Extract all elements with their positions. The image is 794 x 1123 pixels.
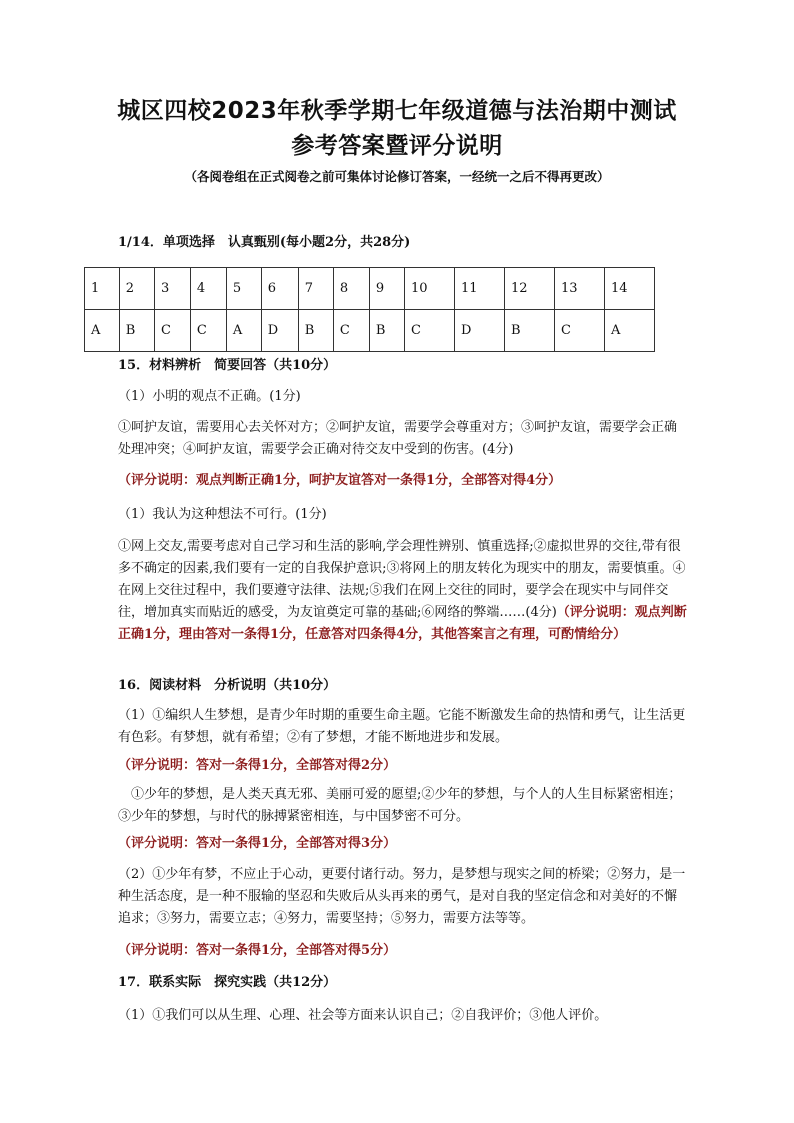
question-number-row [85,268,655,310]
q16-heading: 16．阅读材料 分析说明（共10分） [118,678,337,693]
answer-cell: A [85,310,120,352]
question-number-cell: 5 [226,268,261,310]
question-number-cell: 4 [190,268,226,310]
q15-scoring-note-2: （评分说明：观点判断正确1分，理由答对一条得1分，任意答对四条得4分，其他答案言之有理，可酌情给分） [118,605,687,642]
question-number-cell: 9 [369,268,404,310]
q16-paragraph-3: ①少年的梦想，是人类天真无邪、美丽可爱的愿望;②少年的梦想，与个人的人生目标紧密相连；③少年的梦想，与时代的脉搏紧密相连，与中国梦密不可分。 [118,787,682,824]
question-number-cell: 10 [405,268,455,310]
answer-cell: D [454,310,504,352]
answer-cell: C [333,310,369,352]
question-number-cell: 7 [298,268,333,310]
answer-cell: D [261,310,298,352]
question-number-cell: 3 [154,268,190,310]
answer-cell: B [369,310,404,352]
question-number-cell: 14 [604,268,654,310]
q15-scoring-note-1: （评分说明：观点判断正确1分，呵护友谊答对一条得1分，全部答对得4分） [118,473,562,488]
grading-note: （各阅卷组在正式阅卷之前可集体讨论修订答案，一经统一之后不得再更改） [184,169,610,184]
question-number-cell: 6 [261,268,298,310]
answer-cell: B [119,310,154,352]
answer-cell: C [405,310,455,352]
q16-scoring-note-3: （评分说明：答对一条得1分，全部答对得5分） [118,943,397,958]
question-number-cell: 1 [85,268,120,310]
answer-row [85,310,655,352]
q15-answer-text: ①网上交友,需要考虑对自己学习和生活的影响,学会理性辨别、慎重选择;②虚拟世界的交往,带有很多不确定的因素,我们要有一定的自我保护意识;③将网上的朋友转化为现实中的朋友，需要慎重。④在网上交往过程中，我们要遵守法律、法规;⑤我们在网上交往的同时，要学会在现实中与同伴交往，增加真实而贴近的感受，为友谊奠定可靠的基础;⑥网络的弊端……(4分) [118,539,686,620]
title-line-1: 城区四校2023年秋季学期七年级道德与法治期中测试 [117,98,677,124]
q15-paragraph-2: ①呵护友谊，需要用心去关怀对方；②呵护友谊，需要学会尊重对方；③呵护友谊，需要学会正确处理冲突；④呵护友谊，需要学会正确对待交友中受到的伤害。(4分) [118,420,678,457]
question-number-cell: 13 [554,268,604,310]
title-line-2: 参考答案暨评分说明 [291,133,503,159]
q16-paragraph-1: （1）①编织人生梦想，是青少年时期的重要生命主题。它能不断激发生命的热情和勇气，让生活更有色彩。有梦想，就有希望；②有了梦想，才能不断地进步和发展。 [118,708,686,745]
question-number-cell: 12 [504,268,554,310]
answer-cell: B [504,310,554,352]
q16-scoring-note-1: （评分说明：答对一条得1分，全部答对得2分） [118,758,397,773]
answer-cell: A [226,310,261,352]
question-number-cell: 8 [333,268,369,310]
q15-heading: 15．材料辨析 简要回答（共10分） [118,358,337,373]
q16-scoring-note-2: （评分说明：答对一条得1分，全部答对得3分） [118,836,397,851]
q15-paragraph-1: （1）小明的观点不正确。(1分) [118,389,301,404]
answer-cell: B [298,310,333,352]
answer-table [84,267,655,352]
answer-cell: C [190,310,226,352]
question-number-cell: 11 [454,268,504,310]
q15-paragraph-4: （1）我认为这种想法不可行。(1分) [118,507,327,522]
question-number-cell: 2 [119,268,154,310]
q17-heading: 17．联系实际 探究实践（共12分） [118,975,337,990]
answer-cell: C [554,310,604,352]
q17-paragraph-1: （1）①我们可以从生理、心理、社会等方面来认识自己；②自我评价；③他人评价。 [118,1008,608,1023]
answer-cell: A [604,310,654,352]
q15-paragraph-5 [118,536,688,646]
q16-paragraph-5: （2）①少年有梦，不应止于心动，更要付诸行动。努力，是梦想与现实之间的桥梁；②努力，是一种生活态度，是一种不服输的坚忍和失败后从头再来的勇气，是对自我的坚定信念和对美好的不懈追求；③努力，需要立志；④努力，需要坚持；⑤努力，需要方法等等。 [118,867,686,926]
answer-cell: C [154,310,190,352]
section-1-heading: 1/14．单项选择 认真甄别(每小题2分，共28分) [118,235,411,250]
